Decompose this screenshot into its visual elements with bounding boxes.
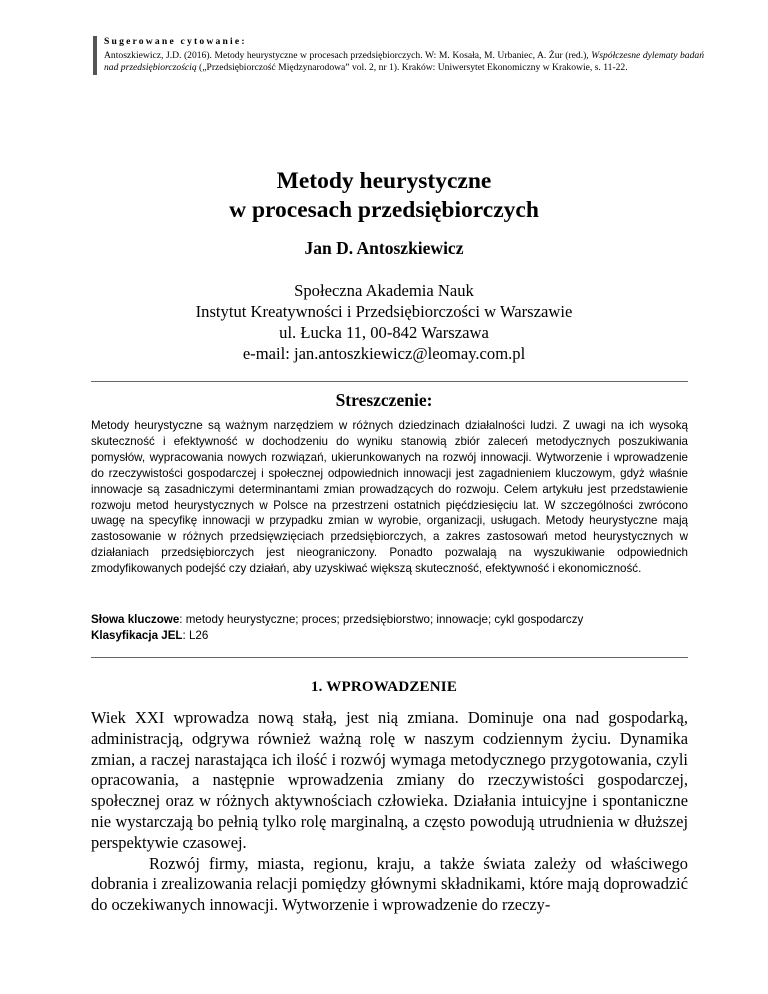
jel-label: Klasyfikacja JEL: [91, 628, 183, 642]
abstract-text: Metody heurystyczne są ważnym narzędziem w różnych dziedzinach działalności ludzi. Z uwagi na ich wysoką skuteczność i efektywność w dochodzeniu do wyniku stanowią zbiór zaleceń metodycznych poszukiwania pomysłów, wypracowania nowych rozwiązań, ukierunkowanych na rozwój innowacji. Wytworzenie i wprowadzenie do rzeczywistości gospodarczej i społecznej odpowiednich innowacji jest zagadnieniem kluczowym, gdyż właśnie innowacje są zasadniczymi determinantami zmian prowadzących do rozwoju. Celem artykułu jest przedstawienie rozwoju metod heurystycznych w Polsce na przestrzeni ostatnich pięćdziesięciu lat. W szczególności zwrócono uwagę na specyfikę innowacji w przypadku zmian w wyrobie, organizacji, usługach. Metody heurystyczne mają zastosowanie w różnych przedsięwzięciach przedsiębiorczych, a zakres zastosowań metod heurystycznych w działaniach przedsiębiorczych jest nieograniczony. Ponadto pozwalają na wyszukiwanie odpowiednich zmodyfikowanych podejść czy działań, aby uzyskiwać większą skuteczność, efektywność i ekonomiczność.: [91, 419, 688, 576]
citation-text: [104, 50, 704, 75]
citation-part1: Antoszkiewicz, J.D. (2016). Metody heurystyczne w procesach przedsiębiorczych. W: M. Kosała, M. Urbaniec, A. Żur (red.),: [104, 49, 592, 61]
paper-title: [0, 167, 768, 225]
affiliation-line-1: Społeczna Akademia Nauk: [294, 281, 474, 300]
jel-value: : L26: [182, 628, 209, 642]
keywords-label: Słowa kluczowe: [91, 613, 180, 626]
keywords-line: [91, 612, 688, 628]
citation-book-title: Współczesne dylematy badań nad przedsiębiorczością: [104, 49, 704, 73]
suggested-citation: [93, 36, 704, 75]
keywords-block: [91, 612, 688, 643]
abstract-heading: Streszczenie:: [335, 390, 433, 410]
affiliation: [0, 280, 768, 364]
body-paragraph-1: Wiek XXI wprowadza nową stałą, jest nią zmiana. Dominuje ona nad gospodarką, administracją, odgrywa również ważną rolę w naszym codziennym życiu. Dynamika zmian, a raczej narastająca ich ilość i rozwój wymaga metodycznego przygotowania, czyli opracowania, a następnie wprowadzenia zmiany do rzeczywistości gospodarczej, społecznej oraz w różnych aktywnościach człowieka. Działania intuicyjne i spontaniczne nie wystarczają bo pełnią tylko rolę marginalną, a często powodują utrudnienia w dłuższej perspektywie czasowej.: [91, 708, 688, 852]
abstract-top-rule: [91, 381, 688, 382]
jel-line: [91, 628, 688, 644]
citation-label: Sugerowane cytowanie:: [104, 36, 247, 47]
body-paragraph-2: Rozwój firmy, miasta, regionu, kraju, a także świata zależy od właściwego dobrania i zrealizowania relacji pomiędzy głównymi składnikami, które mają doprowadzić do oczekiwanych innowacji. Wytworzenie i wprowadzenie do rzeczy-: [91, 853, 688, 915]
abstract-bottom-rule: [91, 657, 688, 658]
section-heading: 1. WPROWADZENIE: [310, 679, 458, 695]
keywords-value: : metody heurystyczne; proces; przedsiębiorstwo; innowacje; cykl gospodarczy: [179, 613, 584, 626]
section-body: [91, 708, 688, 916]
affiliation-email: e-mail: jan.antoszkiewicz@leomay.com.pl: [242, 344, 526, 363]
author-name: Jan D. Antoszkiewicz: [304, 238, 464, 258]
title-line-2: w procesach przedsiębiorczych: [229, 197, 539, 223]
affiliation-line-2: Instytut Kreatywności i Przedsiębiorczości w Warszawie: [195, 302, 573, 321]
title-line-1: Metody heurystyczne: [276, 168, 492, 194]
affiliation-address: ul. Łucka 11, 00-842 Warszawa: [279, 323, 489, 342]
citation-part2: („Przedsiębiorczość Międzynarodowa” vol. 2, nr 1). Kraków: Uniwersytet Ekonomiczny w Krakowie, s. 11-22.: [196, 62, 628, 73]
